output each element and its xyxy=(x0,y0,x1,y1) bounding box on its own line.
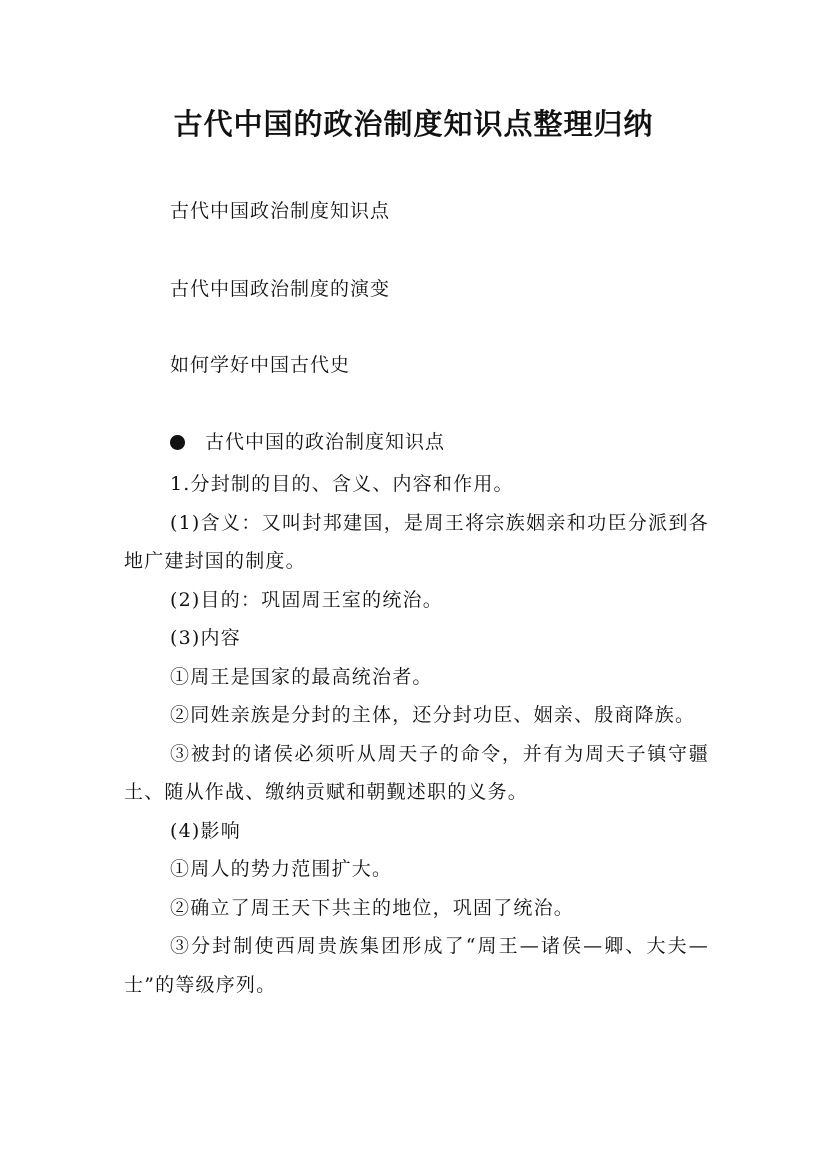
section-heading: 古代中国的政治制度知识点 xyxy=(205,431,446,453)
paragraph: ①周王是国家的最高统治者。 xyxy=(170,665,433,688)
page-title: 古代中国的政治制度知识点整理归纳 xyxy=(173,107,654,141)
paragraph: ③被封的诸侯必须听从周天子的命令，并有为周天子镇守疆土、随从作战、缴纳贡赋和朝觐述职的义务。 xyxy=(124,742,709,803)
paragraph: (2)目的：巩固周王室的统治。 xyxy=(170,588,443,611)
toc-link-study-history[interactable]: 如何学好中国古代史 xyxy=(170,354,351,376)
paragraph: 1.分封制的目的、含义、内容和作用。 xyxy=(170,473,514,495)
paragraph: ③分封制使西周贵族集团形成了“周王—诸侯—卿、大夫—士”的等级序列。 xyxy=(124,935,709,996)
paragraph: ②确立了周王天下共主的地位，巩固了统治。 xyxy=(170,896,575,919)
section-heading-line xyxy=(170,429,445,455)
paragraph: ②同姓亲族是分封的主体，还分封功臣、姻亲、殷商降族。 xyxy=(170,704,696,726)
toc-link-evolution[interactable]: 古代中国政治制度的演变 xyxy=(170,278,391,300)
body-content xyxy=(124,465,709,1004)
paragraph: (1)含义：又叫封邦建国，是周王将宗族姻亲和功臣分派到各地广建封国的制度。 xyxy=(124,511,709,572)
bullet-dot-icon xyxy=(170,435,185,450)
paragraph: (4)影响 xyxy=(170,819,241,842)
paragraph: ①周人的势力范围扩大。 xyxy=(170,858,393,880)
toc-link-knowledge-points[interactable]: 古代中国政治制度知识点 xyxy=(170,200,391,222)
paragraph: (3)内容 xyxy=(170,627,241,649)
